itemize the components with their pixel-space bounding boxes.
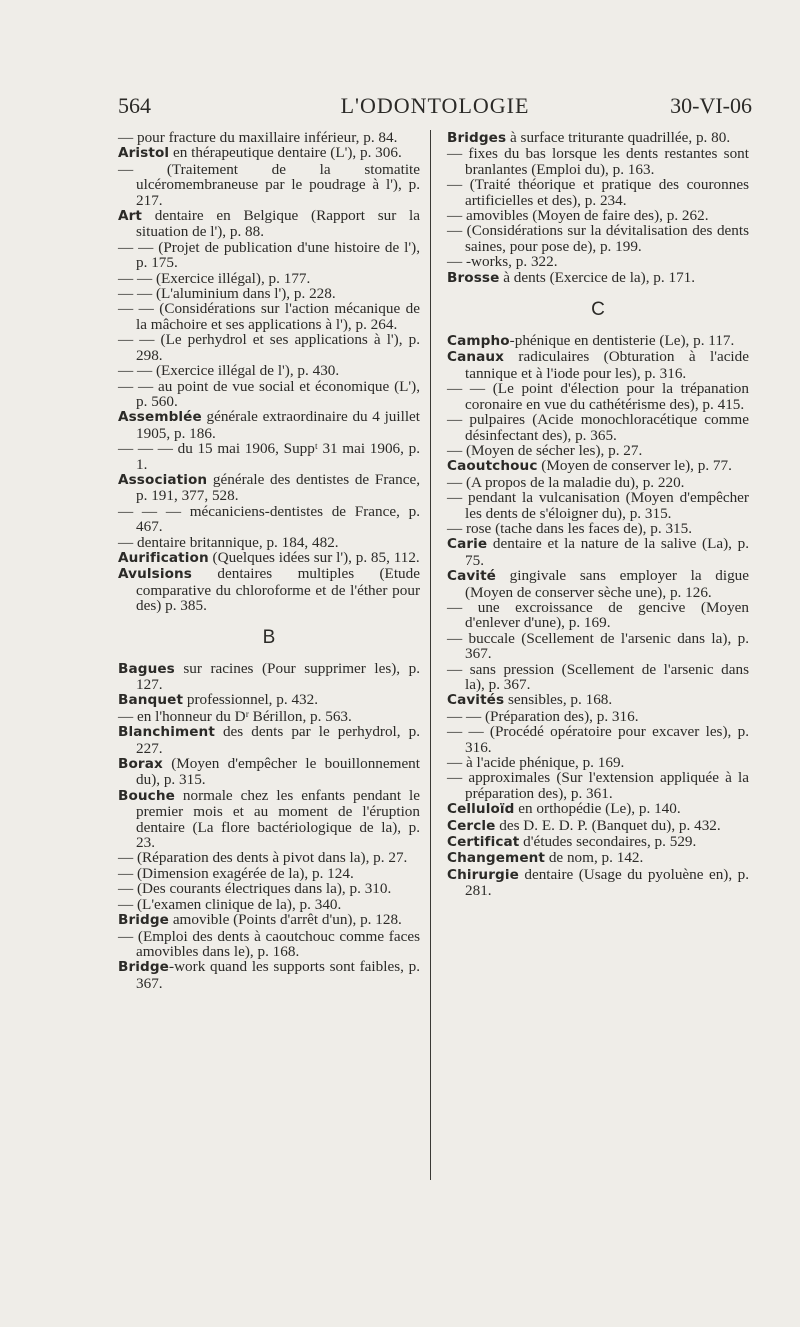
entry-headword: Bouche	[118, 787, 175, 804]
index-entry	[118, 929, 420, 960]
entry-text: — (L'examen clinique de la), p. 340.	[118, 895, 342, 913]
entry-headword: Aurification	[118, 549, 209, 566]
index-entry	[447, 755, 749, 770]
entry-text: — — — du 15 mai 1906, Suppᵗ 31 mai 1906, p. 1.	[118, 440, 420, 473]
entry-text: générale des dentistes de France, p. 191, 377, 528.	[136, 470, 420, 505]
index-entry	[118, 379, 420, 410]
entry-text: amovible (Points d'arrêt d'un), p. 128.	[169, 911, 402, 929]
index-entry	[447, 381, 749, 412]
index-entry	[447, 631, 749, 662]
entry-headword: Bridge	[118, 959, 170, 976]
index-entry	[118, 550, 420, 566]
index-entry	[447, 692, 749, 708]
entry-headword: Assemblée	[118, 409, 202, 426]
entry-text: — (Traité théorique et pratique des couronnes artificielles et des), p. 234.	[447, 176, 749, 209]
issue-date: 30-VI-06	[670, 93, 752, 118]
entry-text: dentaire et la nature de la salive (La), p. 75.	[465, 535, 749, 569]
index-entry	[447, 600, 749, 631]
entry-text: -work quand les supports sont faibles, p. 367.	[136, 958, 420, 992]
entry-headword: Cavité	[447, 568, 496, 585]
entry-text: — buccale (Scellement de l'arsenic dans la), p. 367.	[447, 629, 749, 663]
entry-headword: Borax	[118, 756, 163, 773]
entry-text: dentaire (Usage du pyoluène en), p. 281.	[465, 865, 749, 900]
entry-headword: Bridge	[118, 912, 170, 929]
index-entry	[118, 472, 420, 504]
index-entry	[447, 521, 749, 536]
entry-text: d'études secondaires, p. 529.	[519, 833, 697, 851]
index-entry	[118, 881, 420, 896]
index-entry	[118, 566, 420, 613]
entry-text: en orthopédie (Le), p. 140.	[514, 800, 681, 818]
index-entry	[118, 912, 420, 928]
entry-headword: Celluloïd	[447, 801, 515, 818]
entry-text: des dents par le perhydrol, p. 227.	[136, 723, 420, 757]
entry-text: — rose (tache dans les faces de), p. 315.	[447, 519, 693, 537]
entry-text: — — — mécaniciens-dentistes de France, p. 467.	[118, 502, 420, 536]
page-number: 564	[118, 93, 151, 118]
index-entry	[118, 535, 420, 550]
index-entry	[447, 270, 749, 286]
index-entry	[118, 145, 420, 161]
entry-text: — approximales (Sur l'extension appliquée à la préparation des), p. 361.	[447, 769, 749, 802]
entry-text: des D. E. D. P. (Banquet du), p. 432.	[495, 816, 721, 834]
index-entry	[447, 850, 749, 866]
entry-text: — (A propos de la maladie du), p. 220.	[447, 473, 685, 491]
index-entry	[118, 866, 420, 881]
index-entry	[447, 475, 749, 490]
index-entry	[447, 333, 749, 349]
entry-text: — dentaire britannique, p. 184, 482.	[118, 533, 339, 551]
entry-text: à surface triturante quadrillée, p. 80.	[506, 129, 731, 146]
entry-headword: Cavités	[447, 692, 505, 709]
index-entry	[447, 867, 749, 899]
index-entry	[447, 770, 749, 801]
entry-text: -phénique en dentisterie (Le), p. 117.	[509, 332, 735, 350]
page-header	[118, 93, 752, 123]
index-entry	[118, 441, 420, 472]
index-entry	[447, 490, 749, 521]
index-entry	[447, 709, 749, 724]
entry-text: — à l'acide phénique, p. 169.	[447, 754, 625, 772]
entry-headword: Canaux	[447, 349, 505, 366]
entry-text: — (Emploi des dents à caoutchouc comme faces amovibles dans le), p. 168.	[118, 927, 420, 960]
index-entry	[447, 818, 749, 834]
entry-text: — amovibles (Moyen de faire des), p. 262.	[447, 207, 709, 225]
entry-headword: Bridges	[447, 130, 507, 146]
index-entry	[118, 959, 420, 991]
index-entry	[118, 788, 420, 851]
index-entry	[447, 349, 749, 381]
entry-text: sur racines (Pour supprimer les), p. 127.	[136, 659, 420, 693]
entry-text: — — (Exercice illégal), p. 177.	[118, 269, 311, 287]
entry-headword: Caoutchouc	[447, 458, 538, 475]
entry-text: — — (Le perhydrol et ses applications à l'), p. 298.	[118, 331, 420, 364]
entry-headword: Brosse	[447, 269, 500, 286]
entry-text: — — (Considérations sur l'action mécanique de la mâchoire et ses applications à l'), p. 264.	[118, 300, 420, 333]
left-column	[118, 130, 420, 991]
entry-headword: Certificat	[447, 834, 520, 851]
entry-text: à dents (Exercice de la), p. 171.	[499, 268, 696, 286]
index-entry	[447, 568, 749, 600]
index-entry	[118, 130, 420, 145]
index-entry	[447, 801, 749, 817]
index-entry	[118, 208, 420, 240]
entry-text: (Moyen de conserver le), p. 77.	[537, 457, 732, 475]
index-entry	[118, 286, 420, 301]
entry-text: dentaire en Belgique (Rapport sur la situation de l'), p. 88.	[136, 207, 420, 241]
journal-title: L'ODONTOLOGIE	[340, 93, 530, 118]
entry-headword: Aristol	[118, 145, 170, 162]
entry-headword: Carie	[447, 536, 488, 553]
entry-text: — — (L'aluminium dans l'), p. 228.	[118, 285, 336, 303]
index-entry	[447, 223, 749, 254]
entry-text: — — au point de vue social et économique (L'), p. 560.	[118, 377, 420, 410]
entry-text: — pendant la vulcanisation (Moyen d'empêcher les dents de s'éloigner du), p. 315.	[447, 489, 749, 522]
entry-text: — — (Procédé opératoire pour excaver les), p. 316.	[447, 723, 749, 756]
index-entry	[447, 662, 749, 693]
entry-text: de nom, p. 142.	[545, 849, 644, 867]
entry-text: — — (Exercice illégal de l'), p. 430.	[118, 362, 340, 380]
entry-text: professionnel, p. 432.	[183, 691, 319, 709]
index-entry	[118, 240, 420, 271]
entry-text: — (Considérations sur la dévitalisation des dents saines, pour pose de), p. 199.	[447, 222, 749, 255]
index-entry	[118, 409, 420, 441]
entry-text: sensibles, p. 168.	[504, 691, 613, 709]
index-entry	[118, 301, 420, 332]
index-entry	[447, 208, 749, 223]
entry-headword: Chirurgie	[447, 866, 519, 883]
index-entry	[118, 271, 420, 286]
index-entry	[447, 254, 749, 269]
index-entry	[118, 724, 420, 756]
index-entry	[447, 724, 749, 755]
section-letter: B	[262, 626, 276, 648]
entry-text: — pulpaires (Acide monochloracétique comme désinfectant des), p. 365.	[447, 411, 749, 444]
entry-headword: Changement	[447, 850, 546, 867]
entry-text: radiculaires (Obturation à l'acide tannique et à l'iode pour les), p. 316.	[465, 348, 749, 382]
index-entry	[118, 850, 420, 865]
entry-text: — (Moyen de sécher les), p. 27.	[447, 441, 643, 459]
entry-text: — (Traitement de la stomatite ulcéromembraneuse par le poudrage à l'), p. 217.	[118, 160, 420, 209]
index-entry	[118, 162, 420, 208]
entry-text: — — (Le point d'élection pour la trépanation coronaire en vue du cathétérisme des), p. 415.	[447, 380, 749, 413]
entry-text: — (Des courants électriques dans la), p. 310.	[118, 880, 392, 898]
index-entry	[447, 443, 749, 458]
index-entry	[447, 412, 749, 443]
index-entry	[118, 504, 420, 535]
entry-headword: Blanchiment	[118, 724, 215, 741]
entry-text: (Moyen d'empêcher le bouillonnement du), p. 315.	[136, 755, 420, 789]
entry-text: — sans pression (Scellement de l'arsenic dans la), p. 367.	[447, 660, 749, 693]
index-entry	[118, 897, 420, 912]
entry-text: — — (Préparation des), p. 316.	[447, 707, 639, 725]
entry-text: — en l'honneur du Dʳ Bérillon, p. 563.	[118, 707, 352, 725]
entry-headword: Campho	[447, 333, 510, 350]
entry-headword: Art	[118, 208, 143, 225]
index-entry	[447, 458, 749, 474]
entry-text: gingivale sans employer la digue (Moyen de conserver sèche une), p. 126.	[465, 567, 749, 601]
entry-headword: Avulsions	[118, 566, 192, 583]
entry-text: dentaires multiples (Etude comparative du chloroforme et de l'éther pour des) p. 385.	[136, 565, 420, 615]
entry-headword: Association	[118, 471, 208, 488]
column-divider	[430, 130, 431, 1180]
index-entry	[447, 177, 749, 208]
entry-text: — -works, p. 322.	[447, 253, 558, 271]
index-entry	[118, 661, 420, 693]
index-entry	[118, 709, 420, 724]
entry-text: — (Réparation des dents à pivot dans la), p. 27.	[118, 849, 408, 867]
entry-headword: Banquet	[118, 692, 184, 709]
index-entry	[118, 363, 420, 378]
index-entry	[118, 692, 420, 708]
entry-text: (Quelques idées sur l'), p. 85, 112.	[208, 548, 420, 566]
index-entry	[447, 536, 749, 568]
entry-text: — une excroissance de gencive (Moyen d'enlever d'une), p. 169.	[447, 598, 749, 632]
entry-headword: Cercle	[447, 817, 496, 834]
entry-headword: Bagues	[118, 660, 175, 677]
index-entry	[118, 756, 420, 788]
section-letter: C	[591, 299, 605, 321]
index-entry	[447, 146, 749, 177]
entry-text: générale extraordinaire du 4 juillet 1905, p. 186.	[136, 408, 420, 442]
entry-text: — fixes du bas lorsque les dents restantes sont branlantes (Emploi du), p. 163.	[447, 145, 749, 178]
entry-text: — — (Projet de publication d'une histoire de l'), p. 175.	[118, 238, 420, 272]
entry-text: normale chez les enfants pendant le premier mois et au moment de l'éruption dentaire (La flore bactériologique de la), p. 23.	[136, 786, 420, 852]
entry-text: — (Dimension exagérée de la), p. 124.	[118, 864, 354, 882]
entry-text: — pour fracture du maxillaire inférieur, p. 84.	[118, 129, 398, 146]
index-entry	[447, 130, 749, 146]
right-column	[447, 130, 749, 899]
index-entry	[447, 834, 749, 850]
index-entry	[118, 332, 420, 363]
entry-text: en thérapeutique dentaire (L'), p. 306.	[169, 144, 402, 162]
